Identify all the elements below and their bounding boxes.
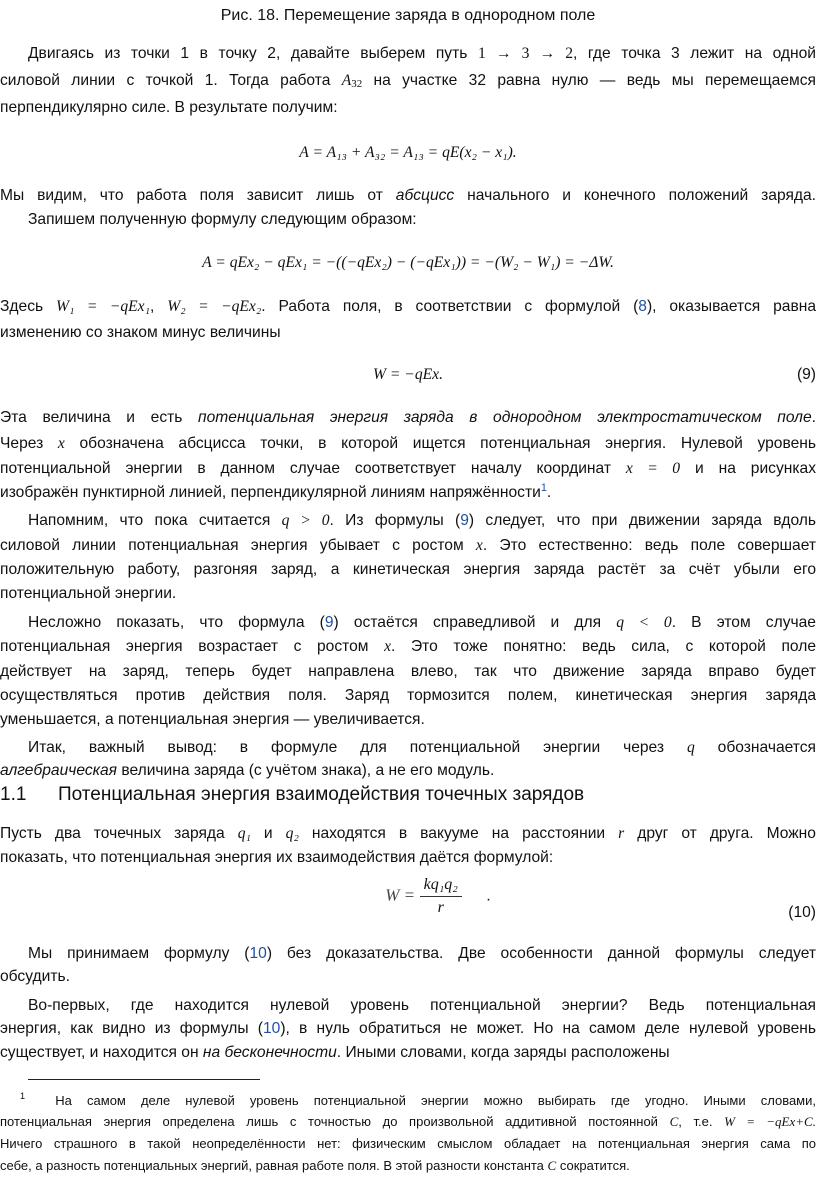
paragraph-line: Мы видим, что работа поля зависит лишь от абсцисс начального и конечного положений заряда.: [0, 187, 816, 204]
equation-number-9: (9): [796, 366, 816, 383]
paragraph-line: изображён пунктирной линией, перпендикулярной линиям напряжённости$^1$.: [0, 482, 552, 501]
paragraph-line: Двигаясь из точки 1 в точку 2, давайте выберем путь 1 → 3 → 2, где точка 3 лежит на одной: [28, 45, 816, 62]
equation-energy-difference: A = qEx₂ − qEx₁ = −((−qEx₂) − (−qEx₁)) = −(W₂ − W₁) = −ΔW.: [202, 254, 614, 271]
footnote-mark: 1: [20, 1091, 26, 1101]
emphasis-algebraic: алгебраическая: [0, 762, 117, 779]
paragraph-line: обсудить.: [0, 968, 70, 985]
footnote-line: Ничего страшного в такой неопределённости нет: физическим смыслом обладает на потенциальная энергия сама по: [0, 1136, 816, 1151]
paragraph-line: Во-первых, где находится нулевой уровень потенциальной энергии? Ведь потенциальная: [28, 997, 816, 1014]
emphasis-abscissa: абсцисс: [395, 187, 455, 204]
figure-caption: Рис. 18. Перемещение заряда в однородном поле: [220, 7, 596, 24]
paragraph-line: осуществляться против действия поля. Заряд тормозится полем, кинетическая энергия заряда: [0, 687, 816, 704]
equation-ref-8[interactable]: 8: [638, 298, 647, 315]
paragraph-line: силовой линии с точкой 1. Тогда работа $A_{32}$ на участке 32 равна нулю — ведь мы перемещаемся: [0, 72, 816, 90]
equation-ref-10[interactable]: 10: [249, 945, 267, 962]
paragraph-line: действует на заряд, теперь будет направлена влево, так что движение заряда вправо будет: [0, 663, 816, 680]
footnote-separator: [28, 1079, 260, 1080]
work-a32: $A_{32}$: [341, 72, 363, 90]
footnote-ref-1[interactable]: 1: [540, 482, 547, 494]
paragraph-line: существует, и находится он на бесконечности. Иными словами, когда заряды расположены: [0, 1044, 670, 1061]
paragraph-line: потенциальной энергии.: [0, 585, 177, 602]
paragraph-line: показать, что потенциальная энергия их взаимодействия даётся формулой:: [0, 849, 554, 866]
equation-ref-9[interactable]: 9: [324, 614, 334, 631]
paragraph-line: энергия, как видно из формулы (10), в нуль обратиться не может. Но на самом деле нулевой уровень: [0, 1020, 816, 1037]
equation-work: A = A₁₃ + A₃₂ = A₁₃ = qE(x₂ − x₁).: [299, 144, 517, 161]
paragraph-line: изменению со знаком минус величины: [0, 324, 281, 341]
equation-ref-10[interactable]: 10: [262, 1020, 281, 1037]
equation-ref-9[interactable]: 9: [460, 512, 469, 529]
paragraph-line: Итак, важный вывод: в формуле для потенциальной энергии через q обозначается: [28, 739, 816, 756]
paragraph-line: Здесь W₁ = −qEx₁, W₂ = −qEx₂. Работа поля, в соответствии с формулой (8), оказывается равна: [0, 298, 816, 315]
paragraph-line: алгебраическая величина заряда (с учётом знака), а не его модуль.: [0, 762, 495, 779]
section-heading: [0, 783, 816, 807]
paragraph-line: перпендикулярно силе. В результате получим:: [0, 99, 338, 116]
paragraph-line: Несложно показать, что формула (9) остаётся справедливой и для q < 0. В этом случае: [28, 614, 816, 631]
emphasis-infinity: на бесконечности: [202, 1044, 337, 1061]
paragraph-line: Эта величина и есть потенциальная энергия заряда в однородном электростатическом поле.: [0, 409, 816, 426]
equation-9: W = −qEx.: [373, 366, 443, 383]
paragraph-line: Напомним, что пока считается q > 0. Из формулы (9) следует, что при движении заряда вдоль: [28, 512, 816, 529]
footnote-line: потенциальная энергия определена лишь с точностью до произвольной аддитивной постоянной C, т.е. W = −qEx+C.: [0, 1114, 816, 1129]
paragraph-line: потенциальная энергия возрастает с ростом x. Это тоже понятно: ведь сила, с которой поле: [0, 638, 816, 655]
section-number: 1.1: [0, 784, 27, 805]
section-title: Потенциальная энергия взаимодействия точечных зарядов: [58, 784, 585, 805]
paragraph-line: Мы принимаем формулу (10) без доказательства. Две особенности данной формулы следует: [28, 945, 816, 962]
paragraph-line: положительную работу, разгоняя заряд, а кинетическая энергия заряда растёт за счёт убыли его: [0, 561, 816, 578]
footnote-line: себе, а разность потенциальных энергий, равная работе поля. В этой разности константа C сократится.: [0, 1158, 630, 1173]
paragraph-line: уменьшается, а потенциальная энергия — увеличивается.: [0, 711, 425, 728]
equation-10: W = $\frac{\text{kq₁q₂}}{r}$ .: [385, 876, 491, 916]
paragraph-line: потенциальной энергии в данном случае соответствует началу координат x = 0 и на рисунках: [0, 460, 816, 477]
path-expression: 1 → 3 → 2: [477, 45, 574, 62]
paragraph-line: Через x обозначена абсцисса точки, в которой ищется потенциальная энергия. Нулевой уровень: [0, 435, 816, 452]
paragraph-line: Запишем полученную формулу следующим образом:: [28, 211, 417, 228]
emphasis-potential-energy: потенциальная энергия заряда в однородном электростатическом поле: [198, 409, 812, 426]
paragraph-line: Пусть два точечных заряда q₁ и q₂ находятся в вакууме на расстоянии r друг от друга. Можно: [0, 825, 816, 842]
equation-number-10: (10): [788, 904, 816, 921]
fraction: $\frac{\text{kq₁q₂}}{r}$: [420, 876, 462, 917]
footnote-line: $^1$ На самом деле нулевой уровень потенциальной энергии можно выбирать где угодно. Иными словами,: [20, 1091, 816, 1108]
paragraph-line: силовой линии потенциальная энергия убывает с ростом x. Это естественно: ведь поле совершает: [0, 537, 816, 554]
